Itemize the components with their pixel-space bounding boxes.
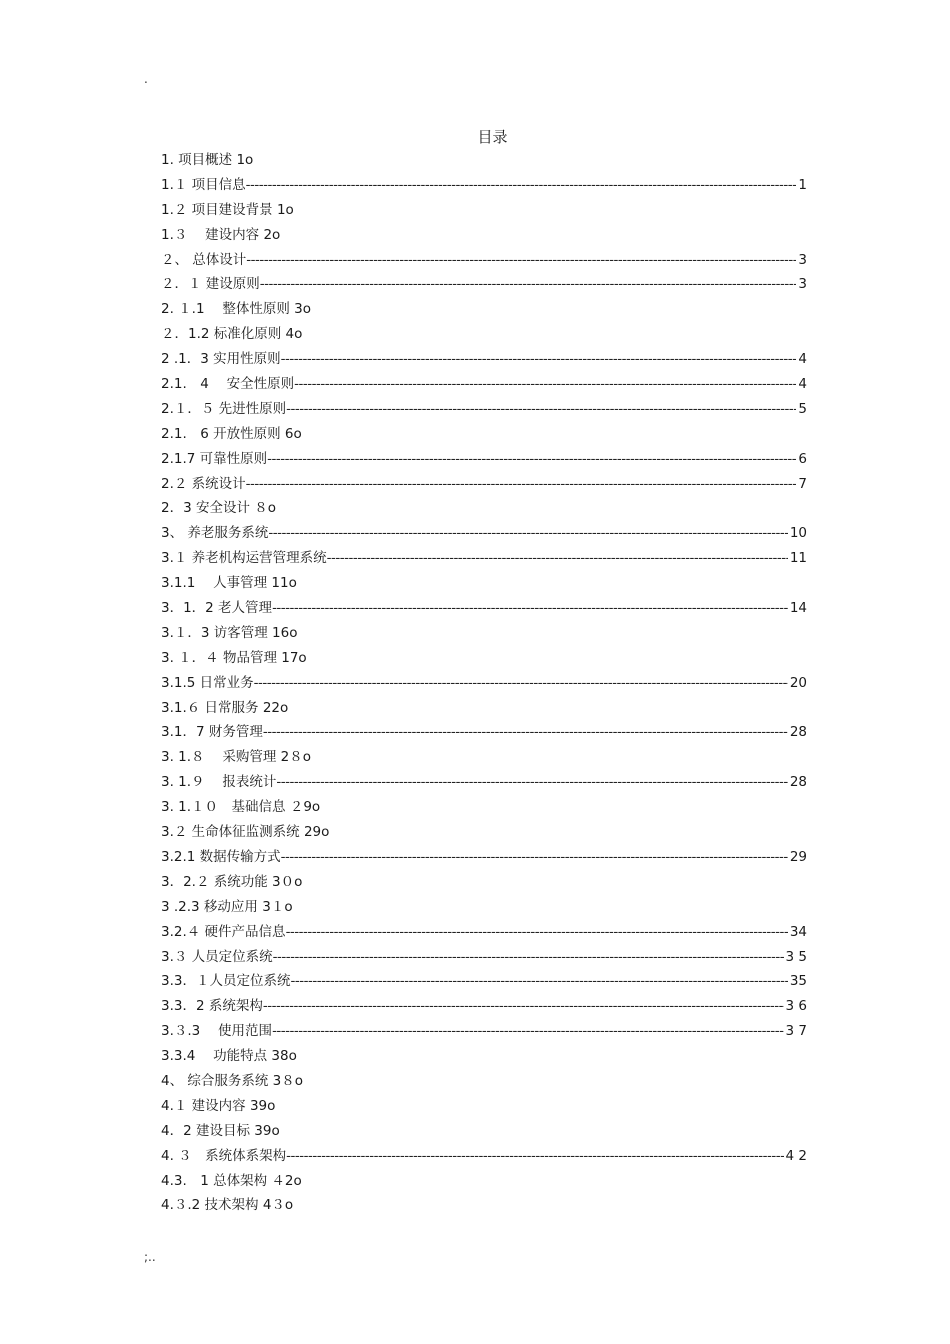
- toc-entry-text: 4、 综合服务系统 3８o: [161, 1072, 304, 1089]
- toc-entry-text: 4．2 建设目标 39o: [161, 1122, 280, 1139]
- toc-entry-text: 2 .1．3 实用性原则: [161, 351, 281, 368]
- toc-dot-leader: [263, 994, 784, 1019]
- toc-entry[interactable]: [161, 745, 807, 770]
- toc-entry-text: 1.１ 项目信息: [161, 176, 246, 193]
- toc-entry[interactable]: [161, 795, 807, 820]
- toc-entry[interactable]: [161, 198, 807, 223]
- toc-entry[interactable]: [161, 248, 807, 273]
- toc-entry[interactable]: [161, 696, 807, 721]
- toc-page-number: 10: [789, 525, 807, 542]
- toc-entry-text: 3.3.4 功能特点 38o: [161, 1048, 297, 1065]
- toc-entry-text: 4.３.2 技术架构 4３o: [161, 1197, 294, 1214]
- toc-entry[interactable]: [161, 870, 807, 895]
- toc-title: 目录: [477, 128, 508, 146]
- toc-entry-text: 1.２ 项目建设背景 1o: [161, 201, 294, 218]
- toc-page-number: 29: [789, 848, 807, 865]
- toc-entry[interactable]: [161, 1044, 807, 1069]
- toc-page-number: 4: [798, 351, 807, 368]
- toc-page-number: 34: [789, 923, 807, 940]
- toc-page-number: 28: [789, 774, 807, 791]
- footer-mark: ;..: [144, 1250, 156, 1264]
- toc-entry[interactable]: [161, 1119, 807, 1144]
- toc-entry-text: 3. 1.９ 报表统计: [161, 774, 277, 791]
- toc-entry[interactable]: [161, 223, 807, 248]
- toc-entry-text: 3.3．１人员定位系统: [161, 973, 291, 990]
- toc-entry[interactable]: [161, 720, 807, 745]
- toc-entry[interactable]: [161, 646, 807, 671]
- toc-entry-text: 3.１．3 访客管理 16o: [161, 624, 298, 641]
- toc-entry-text: ２、 总体设计: [161, 251, 247, 268]
- toc-dot-leader: [281, 845, 788, 870]
- toc-entry-text: 1.３ 建设内容 2o: [161, 226, 281, 243]
- toc-dot-leader: [263, 720, 788, 745]
- toc-entry-text: 3．1．2 老人管理: [161, 600, 273, 617]
- toc-page-number: 3 6: [785, 998, 807, 1015]
- toc-entry[interactable]: [161, 148, 807, 173]
- toc-entry[interactable]: [161, 521, 807, 546]
- toc-page-number: 7: [798, 475, 807, 492]
- toc-entry[interactable]: [161, 472, 807, 497]
- toc-entry[interactable]: [161, 1019, 807, 1044]
- toc-entry[interactable]: [161, 546, 807, 571]
- toc-entry[interactable]: [161, 621, 807, 646]
- toc-entry[interactable]: [161, 969, 807, 994]
- toc-entry[interactable]: [161, 994, 807, 1019]
- toc-page-number: 3: [798, 276, 807, 293]
- toc-entry[interactable]: [161, 347, 807, 372]
- toc-entry[interactable]: [161, 1169, 807, 1194]
- toc-entry-text: 4.3. 1 总体架构 ４2o: [161, 1172, 302, 1189]
- toc-entry-text: 3. 1.１０ 基础信息 ２9o: [161, 799, 321, 816]
- toc-entry[interactable]: [161, 845, 807, 870]
- header-mark: .: [144, 72, 148, 86]
- toc-entry[interactable]: [161, 671, 807, 696]
- toc-entry[interactable]: [161, 322, 807, 347]
- toc-entry-text: 3.２ 生命体征监测系统 29o: [161, 824, 330, 841]
- toc-entry-text: 3. 1.８ 采购管理 2８o: [161, 749, 311, 766]
- toc-entry-text: 3、 养老服务系统: [161, 525, 269, 542]
- toc-dot-leader: [260, 272, 797, 297]
- toc-entry[interactable]: [161, 770, 807, 795]
- toc-entry[interactable]: [161, 1094, 807, 1119]
- toc-entry[interactable]: [161, 945, 807, 970]
- toc-entry[interactable]: [161, 447, 807, 472]
- toc-entry-text: 3.1．7 财务管理: [161, 724, 263, 741]
- toc-entry-text: 3. １．４ 物品管理 17o: [161, 649, 307, 666]
- toc-entry-text: 2.1.7 可靠性原则: [161, 450, 268, 467]
- toc-entry[interactable]: [161, 297, 807, 322]
- toc-page-number: 28: [789, 724, 807, 741]
- toc-dot-leader: [286, 397, 796, 422]
- toc-entry[interactable]: [161, 1193, 807, 1218]
- toc-entry[interactable]: [161, 895, 807, 920]
- toc-page-number: 3: [798, 251, 807, 268]
- toc-dot-leader: [273, 945, 784, 970]
- toc-dot-leader: [281, 347, 797, 372]
- toc-dot-leader: [268, 521, 787, 546]
- toc-entry[interactable]: [161, 1144, 807, 1169]
- toc-dot-leader: [290, 969, 787, 994]
- toc-entry-text: ２．１ 建设原则: [161, 276, 260, 293]
- toc-entry-text: 2.２ 系统设计: [161, 475, 246, 492]
- toc-entry-text: 2．3 安全设计 ８o: [161, 500, 277, 517]
- toc-entry-text: 2.１．５ 先进性原则: [161, 400, 287, 417]
- toc-entry[interactable]: [161, 1069, 807, 1094]
- toc-entry-text: 2. １.1 整体性原则 3o: [161, 301, 311, 318]
- toc-dot-leader: [246, 173, 797, 198]
- toc-entry-text: 3．2.２ 系统功能 3０o: [161, 873, 303, 890]
- toc-entry-text: ２．1.2 标准化原则 4o: [161, 326, 303, 343]
- toc-page-number: 11: [789, 550, 807, 567]
- toc-entry-text: 3.３ 人员定位系统: [161, 948, 273, 965]
- toc-page-number: 14: [789, 600, 807, 617]
- toc-page-number: 35: [789, 973, 807, 990]
- toc-page-number: 4 2: [785, 1147, 807, 1164]
- toc-page-number: 1: [798, 176, 807, 193]
- toc-dot-leader: [276, 770, 787, 795]
- table-of-contents: [161, 148, 807, 1218]
- toc-entry[interactable]: [161, 397, 807, 422]
- toc-dot-leader: [254, 671, 788, 696]
- toc-entry-text: 3.3．2 系统架构: [161, 998, 263, 1015]
- toc-entry-text: 4.１ 建设内容 39o: [161, 1097, 276, 1114]
- toc-dot-leader: [294, 372, 796, 397]
- toc-dot-leader: [286, 920, 788, 945]
- toc-page-number: 4: [798, 376, 807, 393]
- toc-page-number: 3 5: [785, 948, 807, 965]
- toc-entry[interactable]: [161, 372, 807, 397]
- toc-entry-text: 3.1.６ 日常服务 22o: [161, 699, 289, 716]
- toc-entry-text: 3.2.４ 硬件产品信息: [161, 923, 286, 940]
- toc-page-number: 20: [789, 674, 807, 691]
- toc-entry[interactable]: [161, 920, 807, 945]
- toc-entry-text: 3.1.1 人事管理 11o: [161, 575, 297, 592]
- toc-dot-leader: [246, 248, 796, 273]
- toc-entry[interactable]: [161, 820, 807, 845]
- toc-entry[interactable]: [161, 571, 807, 596]
- toc-dot-leader: [286, 1144, 783, 1169]
- toc-dot-leader: [327, 546, 788, 571]
- toc-page-number: 3 7: [785, 1023, 807, 1040]
- toc-entry-text: 2.1. 6 开放性原则 6o: [161, 425, 302, 442]
- toc-dot-leader: [267, 447, 796, 472]
- toc-entry[interactable]: [161, 272, 807, 297]
- toc-entry[interactable]: [161, 422, 807, 447]
- toc-entry[interactable]: [161, 496, 807, 521]
- toc-dot-leader: [272, 1019, 783, 1044]
- toc-entry-text: 3.１ 养老机构运营管理系统: [161, 550, 327, 567]
- toc-entry[interactable]: [161, 173, 807, 198]
- toc-entry-text: 1. 项目概述 1o: [161, 152, 254, 168]
- toc-entry-text: 4. ３ 系统体系架构: [161, 1147, 287, 1164]
- toc-entry-text: 3.３.3 使用范围: [161, 1023, 273, 1040]
- toc-entry-text: 3.2.1 数据传输方式: [161, 848, 281, 865]
- toc-page-number: 6: [798, 450, 807, 467]
- toc-entry-text: 2.1. 4 安全性原则: [161, 376, 295, 393]
- toc-entry-text: 3.1.5 日常业务: [161, 674, 254, 691]
- toc-entry[interactable]: [161, 596, 807, 621]
- toc-entry-text: 3 .2.3 移动应用 3１o: [161, 898, 293, 915]
- toc-dot-leader: [246, 472, 797, 497]
- toc-page-number: 5: [798, 400, 807, 417]
- toc-dot-leader: [272, 596, 788, 621]
